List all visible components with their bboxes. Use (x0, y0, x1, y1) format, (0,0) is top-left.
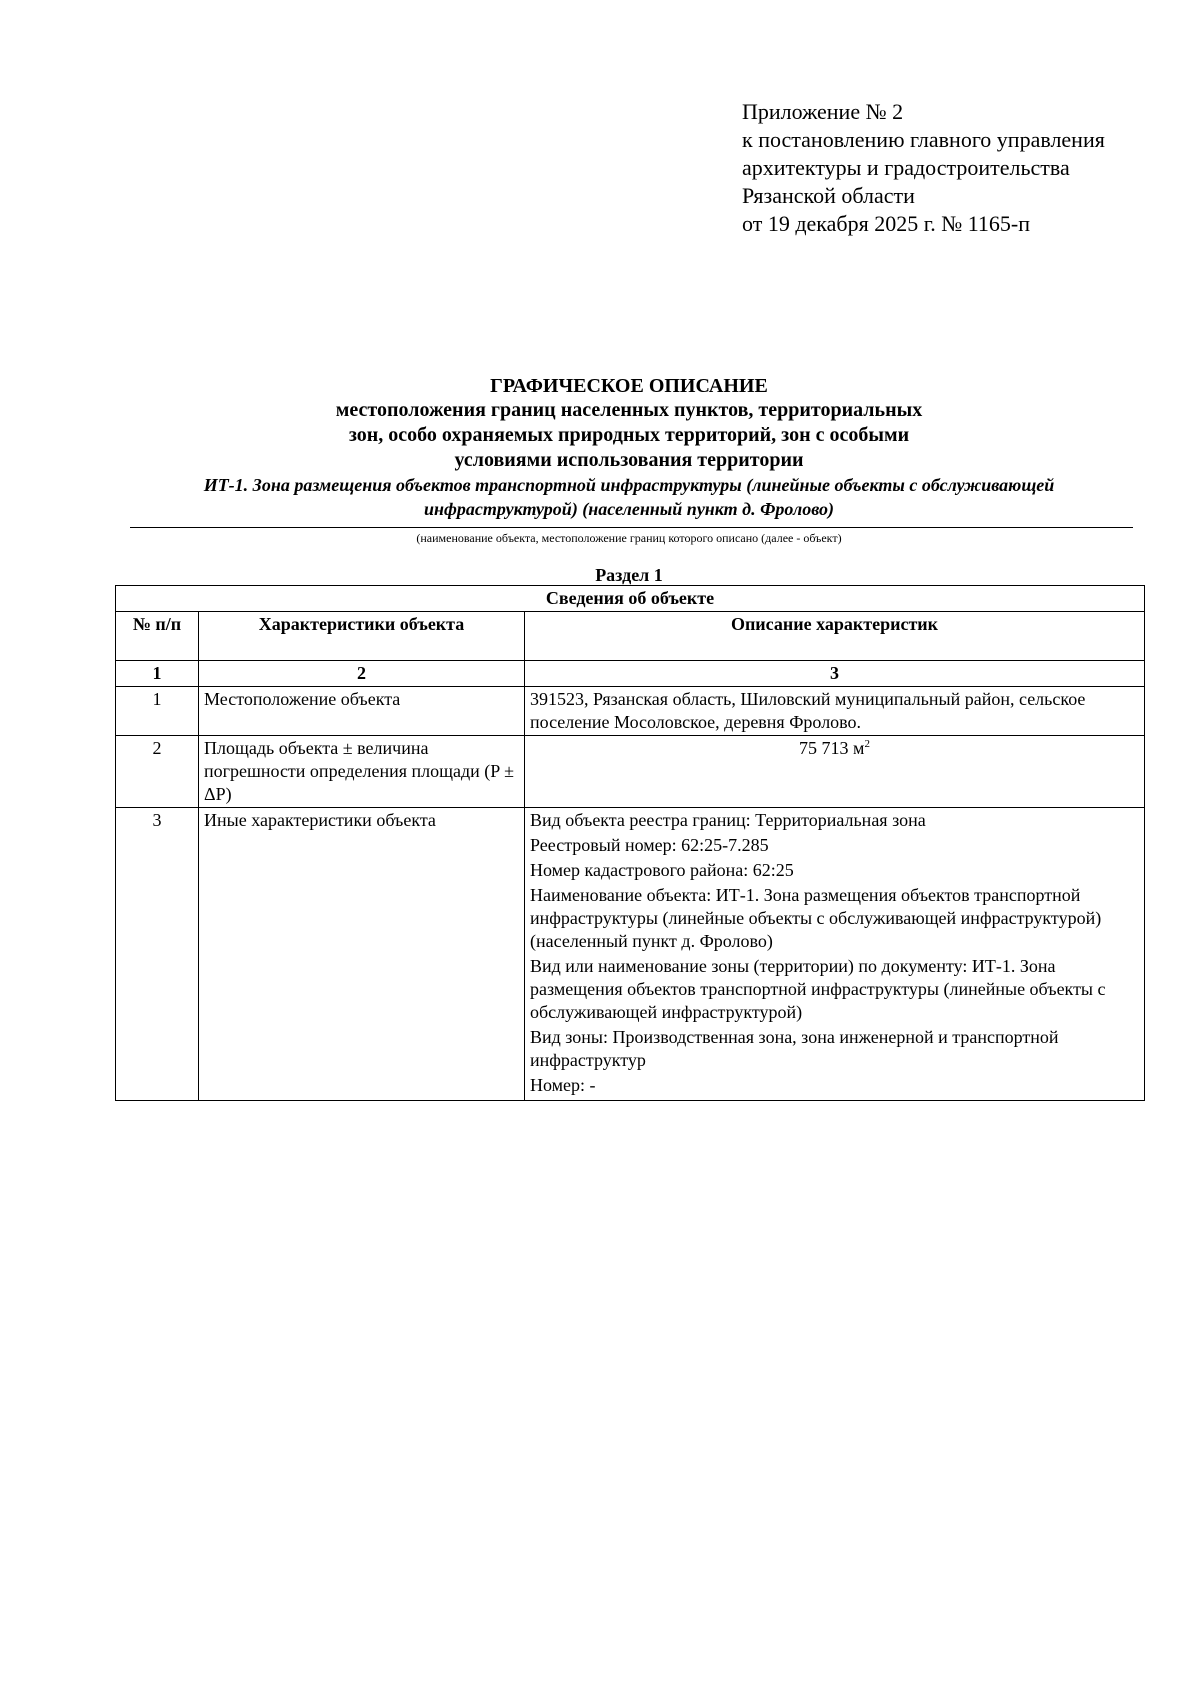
object-info-table (115, 585, 1145, 1101)
description-line: Вид объекта реестра границ: Территориальная зона (530, 810, 926, 830)
description-line: Вид зоны: Производственная зона, зона инженерной и транспортной инфраструктур (530, 1027, 1059, 1070)
column-number: 3 (525, 661, 1145, 687)
row-characteristic: Местоположение объекта (199, 687, 525, 736)
object-name-line: ИТ-1. Зона размещения объектов транспортной инфраструктуры (линейные объекты с обслуживающей (203, 475, 1055, 495)
row-description (525, 736, 1145, 808)
object-name-line: инфраструктурой) (населенный пункт д. Фролово) (423, 499, 835, 519)
column-header-num: № п/п (116, 612, 199, 661)
column-number: 1 (116, 661, 199, 687)
appendix-line: Приложение № 2 (742, 99, 904, 124)
table-header: Сведения об объекте (116, 586, 1145, 612)
appendix-line: к постановлению главного управления (742, 127, 1105, 152)
row-characteristic: Иные характеристики объекта (199, 808, 525, 1101)
title-block (115, 374, 1143, 521)
column-header-description: Описание характеристик (525, 612, 1145, 661)
description-line: Реестровый номер: 62:25-7.285 (530, 835, 769, 855)
area-value: 75 713 м (799, 738, 865, 758)
document-subtitle-line: условиями использования территории (454, 449, 804, 471)
row-number: 3 (116, 808, 199, 1101)
description-line: Наименование объекта: ИТ-1. Зона размещения объектов транспортной инфраструктуры (линейные объекты с обслуживающей инфраструктурой) (населенный пункт д. Фролово) (530, 885, 1102, 951)
row-number: 1 (116, 687, 199, 736)
table-header-row (116, 586, 1145, 612)
description-line: Вид или наименование зоны (территории) по документу: ИТ-1. Зона размещения объектов транспортной инфраструктуры (линейные объекты с обслуживающей инфраструктурой) (530, 956, 1106, 1022)
appendix-line: архитектуры и градостроительства (742, 155, 1070, 180)
document-title: ГРАФИЧЕСКОЕ ОПИСАНИЕ (490, 375, 768, 397)
underline-caption: (наименование объекта, местоположение границ которого описано (далее - объект) (416, 531, 842, 545)
table-row (116, 736, 1145, 808)
appendix-line: Рязанской области (742, 183, 915, 208)
description-line: Номер кадастрового района: 62:25 (530, 860, 794, 880)
area-unit-exponent: 2 (864, 738, 870, 750)
row-description: 391523, Рязанская область, Шиловский муниципальный район, сельское поселение Мосоловское, деревня Фролово. (525, 687, 1145, 736)
row-number: 2 (116, 736, 199, 808)
document-subtitle-line: местоположения границ населенных пунктов, территориальных (335, 399, 923, 421)
description-line: Номер: - (530, 1075, 596, 1095)
column-header-row (116, 612, 1145, 661)
object-name-underline (130, 527, 1133, 528)
appendix-heading (742, 98, 1105, 238)
document-subtitle-line: зон, особо охраняемых природных территорий, зон с особыми (348, 424, 910, 446)
row-description (525, 808, 1145, 1101)
appendix-line: от 19 декабря 2025 г. № 1165-п (742, 211, 1031, 236)
column-header-characteristic: Характеристики объекта (199, 612, 525, 661)
column-number: 2 (199, 661, 525, 687)
table-row (116, 687, 1145, 736)
column-number-row (116, 661, 1145, 687)
table-row (116, 808, 1145, 1101)
section-title: Раздел 1 (595, 565, 663, 585)
row-characteristic: Площадь объекта ± величина погрешности определения площади (P ± ΔP) (199, 736, 525, 808)
